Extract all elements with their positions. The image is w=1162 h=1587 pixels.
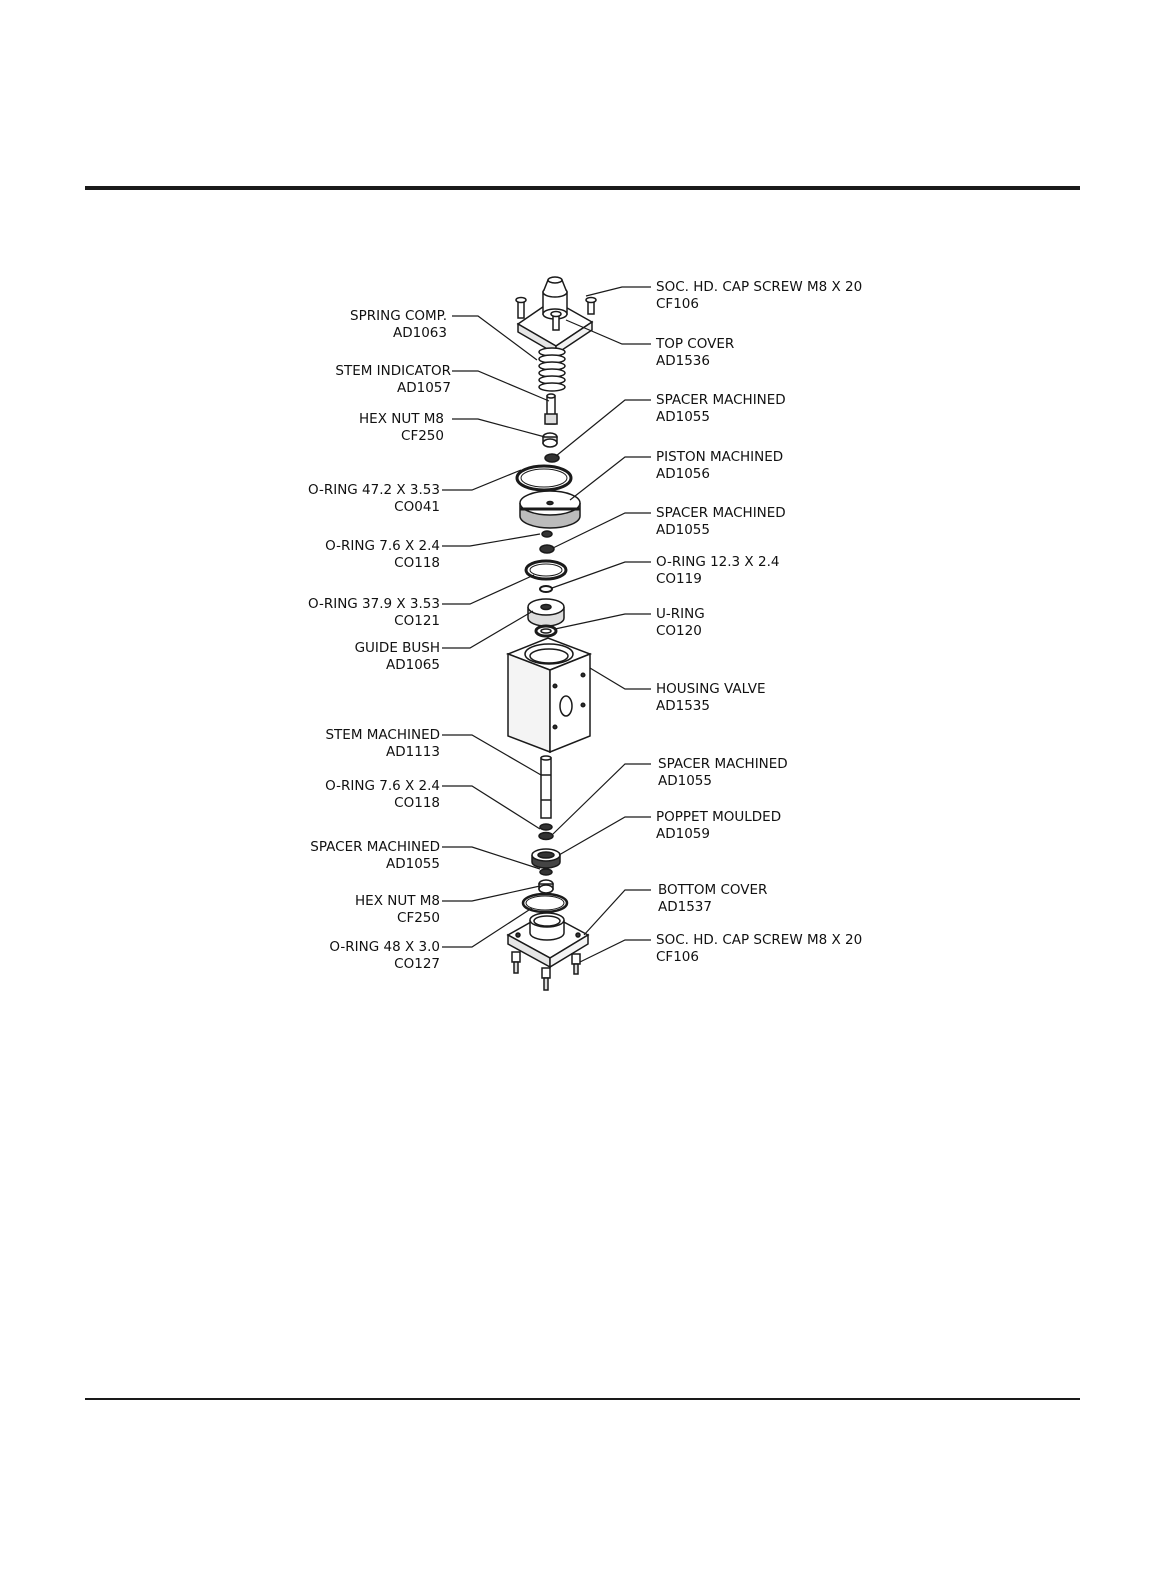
part-name: O-RING 7.6 X 2.4: [325, 778, 440, 794]
part-code: CO127: [394, 956, 440, 972]
part-name: GUIDE BUSH: [354, 640, 440, 656]
spacer-2-part: [540, 545, 554, 553]
part-code: AD1055: [658, 773, 712, 789]
part-code: AD1055: [656, 409, 710, 425]
piston-part: [520, 491, 580, 528]
part-name: HEX NUT M8: [355, 893, 440, 909]
part-name: SPACER MACHINED: [656, 392, 786, 408]
hex-nut-bottom-part: [539, 880, 553, 893]
label-u-ring: [656, 606, 705, 640]
oring-76-bottom-part: [540, 824, 552, 830]
spacer-3-part: [539, 833, 553, 840]
label-hex-nut-bottom: [355, 893, 440, 927]
label-piston: [656, 449, 783, 483]
label-oring-379: [308, 596, 440, 630]
label-poppet: [656, 809, 781, 843]
label-stem-indicator: [335, 363, 451, 397]
oring-123-part: [540, 586, 552, 592]
part-name: STEM INDICATOR: [335, 363, 451, 379]
part-name: POPPET MOULDED: [656, 809, 782, 825]
part-code: AD1065: [386, 657, 440, 673]
part-name: SOC. HD. CAP SCREW M8 X 20: [656, 279, 863, 295]
part-name: SPRING COMP.: [350, 308, 447, 324]
part-name: O-RING 37.9 X 3.53: [307, 596, 440, 612]
part-name: O-RING 7.6 X 2.4: [325, 538, 440, 554]
part-code: AD1057: [397, 380, 451, 396]
part-name: STEM MACHINED: [325, 727, 440, 743]
label-oring-123: [656, 554, 779, 588]
label-guide-bush: [355, 640, 440, 674]
label-spacer-2: [656, 505, 786, 539]
label-oring-47: [308, 482, 440, 516]
oring-47-part: [517, 466, 571, 490]
label-oring-76-bottom: [325, 778, 440, 812]
part-code: CO121: [394, 613, 440, 629]
oring-76-top-part: [542, 531, 552, 537]
part-code: CO118: [394, 795, 440, 811]
label-oring-48: [329, 939, 440, 973]
part-name: O-RING 47.2 X 3.53: [307, 482, 440, 498]
part-name: HEX NUT M8: [359, 411, 444, 427]
label-top-cover: [656, 336, 734, 370]
label-bottom-cover: [658, 882, 767, 916]
housing-valve-part: [508, 638, 590, 752]
label-oring-76-top: [325, 538, 440, 572]
label-cap-screw-top: [656, 279, 862, 313]
part-code: AD1535: [656, 698, 710, 714]
label-stem-machined: [325, 727, 440, 761]
label-housing-valve: [656, 681, 765, 715]
part-code: AD1536: [656, 353, 710, 369]
part-code: AD1063: [393, 325, 447, 341]
part-name: U-RING: [656, 606, 705, 622]
label-spacer-left: [310, 839, 440, 873]
part-name: SPACER MACHINED: [656, 505, 786, 521]
part-code: AD1055: [656, 522, 710, 538]
part-name: SOC. HD. CAP SCREW M8 X 20: [656, 932, 863, 948]
part-code: CO041: [394, 499, 440, 515]
label-cap-screw-bottom: [656, 932, 862, 966]
part-name: TOP COVER: [656, 336, 735, 352]
part-name: PISTON MACHINED: [656, 449, 784, 465]
part-code: CF106: [656, 296, 699, 312]
part-code: CF250: [397, 910, 440, 926]
part-code: CF106: [656, 949, 699, 965]
guide-bush-part: [528, 599, 564, 626]
label-spacer-1: [656, 392, 786, 426]
part-code: AD1056: [656, 466, 710, 482]
part-code: AD1059: [656, 826, 710, 842]
part-code: CO119: [656, 571, 702, 587]
part-name: O-RING 12.3 X 2.4: [656, 554, 780, 570]
label-hex-nut-top: [359, 411, 444, 445]
u-ring-part: [536, 626, 556, 636]
poppet-part: [532, 849, 560, 868]
spring-part: [539, 348, 565, 391]
hex-nut-top-part: [543, 433, 557, 447]
part-code: AD1113: [386, 744, 440, 760]
stem-indicator-part: [545, 394, 557, 424]
leader-lines-right: [552, 287, 651, 962]
part-name: BOTTOM COVER: [658, 882, 768, 898]
label-spring-comp: [350, 308, 447, 342]
part-name: SPACER MACHINED: [310, 839, 440, 855]
part-code: CO120: [656, 623, 702, 639]
part-code: AD1055: [386, 856, 440, 872]
part-name: SPACER MACHINED: [658, 756, 788, 772]
label-spacer-3: [658, 756, 788, 790]
part-name: O-RING 48 X 3.0: [329, 939, 440, 955]
part-name: HOUSING VALVE: [656, 681, 766, 697]
stem-machined-part: [541, 756, 551, 818]
spacer-left-part: [540, 869, 552, 875]
part-code: AD1537: [658, 899, 712, 915]
part-code: CF250: [401, 428, 444, 444]
part-code: CO118: [394, 555, 440, 571]
